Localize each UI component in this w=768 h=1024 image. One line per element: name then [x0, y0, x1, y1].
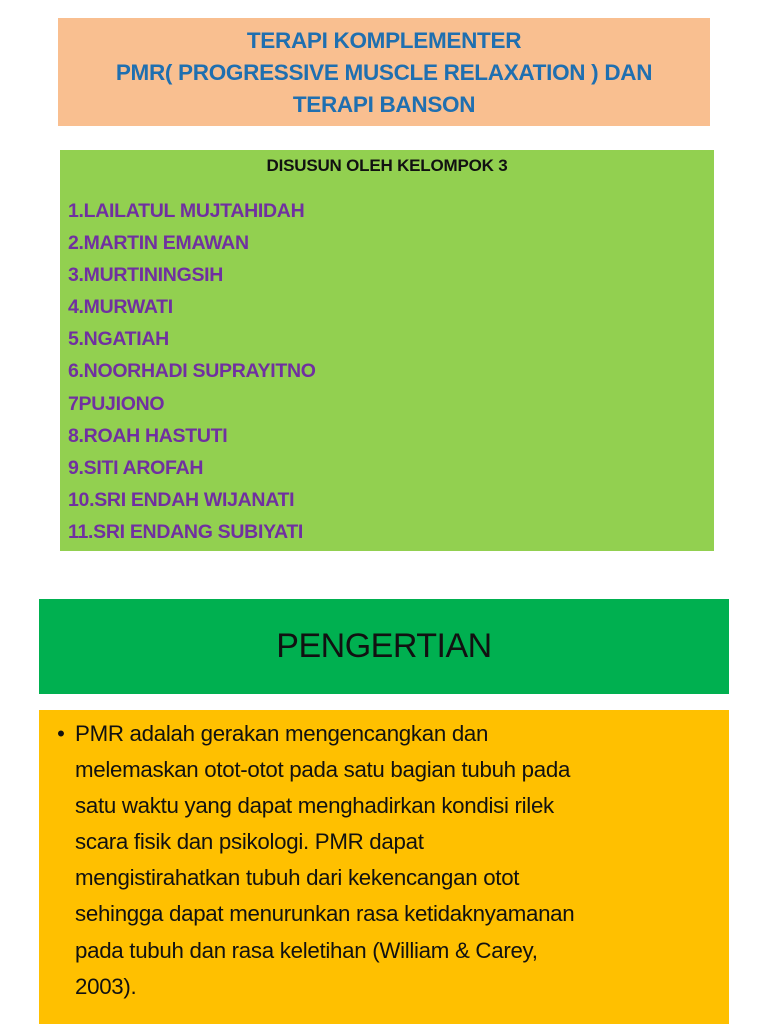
paragraph-line: satu waktu yang dapat menghadirkan kondisi rilek [75, 793, 554, 819]
title-slide-box [58, 18, 710, 126]
paragraph-line: melemaskan otot-otot pada satu bagian tubuh pada [75, 757, 571, 783]
title-line-3: TERAPI BANSON [292, 92, 476, 117]
member-item: 5.NGATIAH [68, 328, 169, 351]
content-box [39, 710, 729, 1024]
member-item: 6.NOORHADI SUPRAYITNO [68, 360, 316, 383]
bullet-icon: • [57, 721, 65, 746]
members-box [60, 150, 714, 551]
title-line-1: TERAPI KOMPLEMENTER [246, 28, 522, 53]
member-item: 7PUJIONO [68, 392, 165, 415]
paragraph-line: PMR adalah gerakan mengencangkan dan [75, 721, 489, 746]
member-item: 1.LAILATUL MUJTAHIDAH [68, 200, 305, 222]
member-item: 4.MURWATI [68, 296, 173, 319]
paragraph-text [75, 716, 574, 1005]
paragraph-line: mengistirahatkan tubuh dari kekencangan otot [75, 865, 520, 891]
members-list [68, 195, 316, 548]
paragraph-line: 2003). [75, 973, 137, 999]
section-title: PENGERTIAN [276, 627, 492, 665]
member-item: 2.MARTIN EMAWAN [68, 232, 249, 255]
member-item: 11.SRI ENDANG SUBIYATI [68, 520, 304, 543]
paragraph-line: scara fisik dan psikologi. PMR dapat [75, 829, 424, 855]
paragraph-line: sehingga dapat menurunkan rasa ketidaknyamanan [75, 901, 575, 927]
member-item: 3.MURTININGSIH [68, 264, 224, 287]
members-heading: DISUSUN OLEH KELOMPOK 3 [266, 156, 508, 175]
member-item: 9.SITI AROFAH [68, 456, 204, 479]
member-item: 10.SRI ENDAH WIJANATI [68, 488, 295, 511]
paragraph-line: pada tubuh dan rasa keletihan (William & Carey, [75, 937, 538, 963]
title-line-2: PMR( PROGRESSIVE MUSCLE RELAXATION ) DAN [115, 60, 653, 85]
bullet-paragraph [47, 716, 717, 1005]
section-banner [39, 599, 729, 694]
member-item: 8.ROAH HASTUTI [68, 424, 228, 447]
